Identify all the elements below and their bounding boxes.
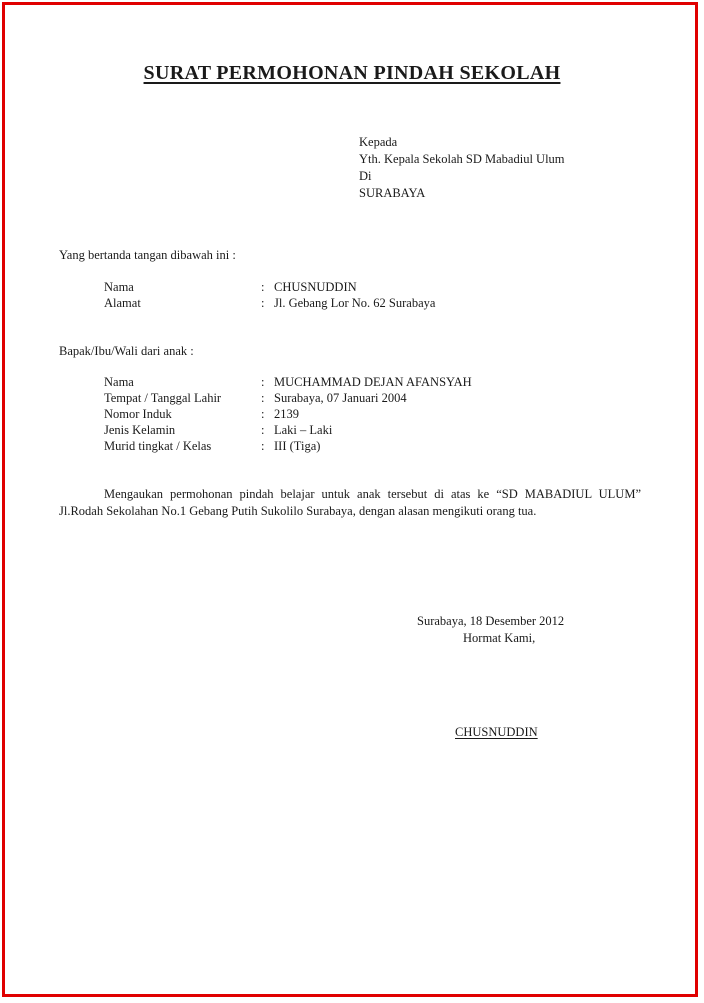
field-separator: : — [261, 423, 265, 437]
field-value: III (Tiga) — [274, 439, 321, 453]
signer-field-name — [104, 280, 664, 296]
field-label: Nomor Induk — [104, 407, 172, 421]
recipient-line-addressee: Yth. Kepala Sekolah SD Mabadiul Ulum — [359, 152, 565, 166]
recipient-line-kepada: Kepada — [359, 135, 398, 149]
field-label: Alamat — [104, 296, 141, 310]
child-field-student-number — [104, 407, 664, 423]
field-separator: : — [261, 439, 265, 453]
signer-field-address — [104, 296, 664, 312]
field-label: Jenis Kelamin — [104, 423, 176, 437]
letter-title: SURAT PERMOHONAN PINDAH SEKOLAH — [143, 62, 561, 84]
field-value: 2139 — [274, 407, 299, 421]
field-separator: : — [261, 280, 265, 294]
field-separator: : — [261, 296, 265, 310]
recipient-block — [359, 134, 565, 202]
field-label: Nama — [104, 280, 134, 294]
field-label: Murid tingkat / Kelas — [104, 439, 212, 453]
parent-intro-text: Bapak/Ibu/Wali dari anak : — [59, 344, 194, 358]
field-separator: : — [261, 391, 265, 405]
field-label: Tempat / Tanggal Lahir — [104, 391, 222, 405]
field-separator: : — [261, 375, 265, 389]
closing-salutation: Hormat Kami, — [463, 631, 536, 645]
intro-text: Yang bertanda tangan dibawah ini : — [59, 248, 236, 262]
body-paragraph: Mengaukan permohonan pindah belajar untuk anak tersebut di atas ke “SD MABADIUL ULUM” Jl.Rodah Sekolahan No.1 Gebang Putih Sukolilo Surabaya, dengan alasan mengikuti orang tua. — [59, 487, 641, 518]
field-value: MUCHAMMAD DEJAN AFANSYAH — [274, 375, 472, 389]
field-value: Laki – Laki — [274, 423, 333, 437]
signer-name: CHUSNUDDIN — [455, 725, 538, 739]
field-value: Surabaya, 07 Januari 2004 — [274, 391, 407, 405]
closing-block — [417, 613, 597, 647]
child-field-name — [104, 375, 664, 391]
recipient-line-di: Di — [359, 169, 372, 183]
closing-place-date: Surabaya, 18 Desember 2012 — [417, 614, 565, 628]
field-label: Nama — [104, 375, 134, 389]
child-field-grade — [104, 439, 664, 455]
field-separator: : — [261, 407, 265, 421]
recipient-line-city: SURABAYA — [359, 186, 426, 200]
child-field-birth — [104, 391, 664, 407]
child-field-gender — [104, 423, 664, 439]
field-value: CHUSNUDDIN — [274, 280, 357, 294]
field-value: Jl. Gebang Lor No. 62 Surabaya — [274, 296, 436, 310]
